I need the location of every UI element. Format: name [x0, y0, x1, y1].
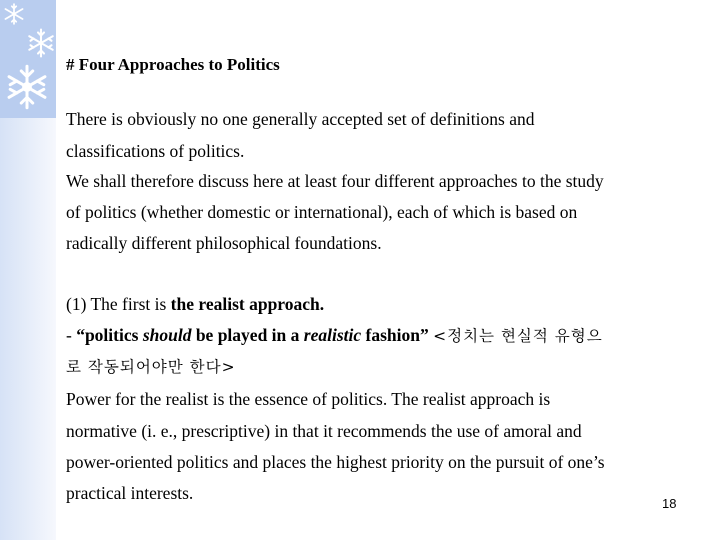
quote-part: fashion”: [361, 325, 434, 345]
paragraph-line: We shall therefore discuss here at least four different approaches to the study: [66, 171, 604, 191]
quote-emphasis: realistic: [303, 325, 362, 345]
korean-translation: <정치는 현실적 유형으: [433, 327, 603, 345]
paragraph-line: radically different philosophical foundations.: [66, 233, 382, 253]
point-prefix: (1) The first is: [66, 294, 171, 314]
point-bold-text: the realist approach.: [170, 294, 325, 314]
paragraph-line: power-oriented politics and places the highest priority on the pursuit of one’s: [66, 452, 605, 472]
quote-part: be played in a: [191, 325, 304, 345]
quote-dash: -: [66, 325, 77, 345]
paragraph-line: normative (i. e., prescriptive) in that it recommends the use of amoral and: [66, 421, 582, 441]
slide-title: # Four Approaches to Politics: [66, 55, 280, 74]
snowflake-icon: [26, 28, 56, 58]
korean-translation: 로 작동되어야만 한다>: [66, 358, 236, 376]
paragraph-line: There is obviously no one generally accepted set of definitions and: [66, 109, 535, 129]
point-heading: [66, 293, 324, 315]
decorative-sidebar: [0, 0, 56, 540]
page-number: 18: [662, 496, 677, 511]
snowflake-icon: [4, 64, 50, 110]
quote-emphasis: should: [142, 325, 192, 345]
quote-line: [66, 324, 603, 347]
paragraph-line: of politics (whether domestic or international), each of which is based on: [66, 202, 578, 222]
paragraph-line: Power for the realist is the essence of politics. The realist approach is: [66, 389, 551, 409]
snowflake-icon: [3, 3, 25, 25]
quote-part: “politics: [76, 325, 143, 345]
paragraph-line: practical interests.: [66, 483, 194, 503]
paragraph-line: classifications of politics.: [66, 141, 245, 161]
